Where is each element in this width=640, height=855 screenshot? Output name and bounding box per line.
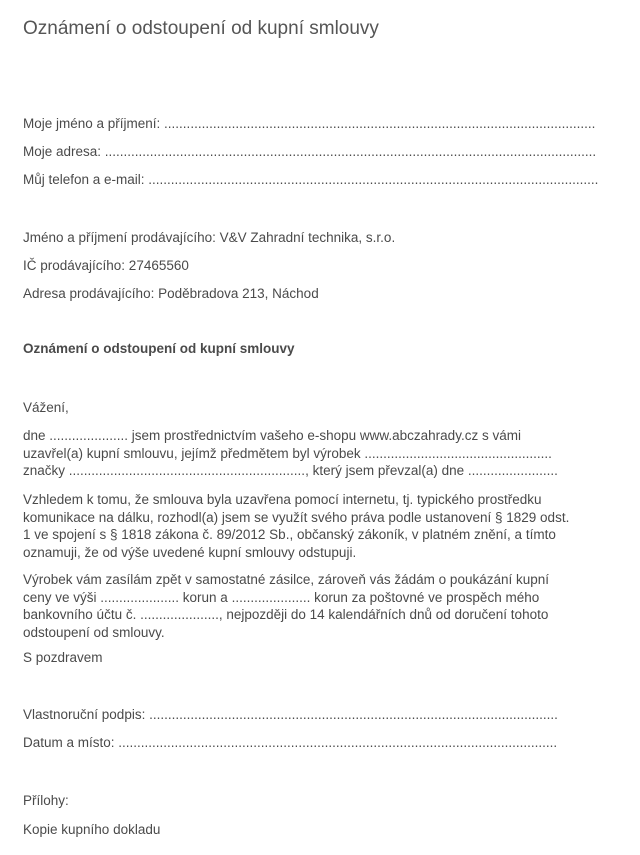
document-title: Oznámení o odstoupení od kupní smlouvy (23, 18, 379, 39)
seller-name: Jméno a příjmení prodávajícího: V&V Zahradní technika, s.r.o. (23, 230, 396, 245)
paragraph-line: oznamuji, že od výše uvedené kupní smlouvy odstupuji. (23, 544, 357, 560)
paragraph-line: značky ..............................................................., který jsem převzal(a) dne ........................ (23, 463, 558, 478)
paragraph-line: uzavřel(a) kupní smlouvu, jejímž předmětem byl výrobek .................................................. (23, 445, 552, 461)
date-place-field: Datum a místo: ..................................................................................................................... (23, 735, 558, 750)
paragraph-line: dne ..................... jsem prostřednictvím vašeho e-shopu www.abczahrady.cz s vámi (23, 428, 521, 443)
paragraph-line: ceny ve výši ..................... korun a ..................... korun za poštovné ve prospěch mého (23, 589, 540, 605)
buyer-address-field: Moje adresa: ................................................................................................................................... (23, 144, 597, 159)
notice-subtitle: Oznámení o odstoupení od kupní smlouvy (23, 341, 295, 356)
paragraph-line: odstoupení od smlouvy. (23, 624, 165, 640)
paragraph-line: bankovního účtu č. ....................., nejpozději do 14 kalendářních dnů od doručení tohoto (23, 607, 549, 622)
signature-field: Vlastnoruční podpis: ............................................................................................................. (23, 707, 558, 722)
paragraph-line: 1 ve spojení s § 1818 zákona č. 89/2012 Sb., občanský zákoník, v platném znění, a tímto (23, 527, 556, 542)
attachment-item: Kopie kupního dokladu (23, 822, 161, 837)
greeting: Vážení, (23, 400, 69, 415)
buyer-contact-field: Můj telefon a e-mail: ........................................................................................................................ (23, 172, 599, 187)
attachments-label: Přílohy: (23, 793, 69, 808)
closing: S pozdravem (23, 650, 103, 665)
paragraph-line: komunikace na dálku, rozhodl(a) jsem se využít svého práva podle ustanovení § 1829 odst. (23, 509, 570, 525)
seller-address: Adresa prodávajícího: Poděbradova 213, Náchod (23, 286, 319, 301)
legal-basis-paragraph (23, 491, 623, 561)
buyer-name-field: Moje jméno a příjmení: ................................................................................................................... (23, 116, 596, 131)
paragraph-line: Vzhledem k tomu, že smlouva byla uzavřena pomocí internetu, tj. typického prostředku (23, 492, 542, 507)
refund-request-paragraph (23, 571, 623, 641)
seller-id: IČ prodávajícího: 27465560 (23, 258, 189, 273)
paragraph-line: Výrobek vám zasílám zpět v samostatné zásilce, zároveň vás žádám o poukázání kupní (23, 572, 550, 587)
purchase-details-paragraph (23, 427, 623, 480)
